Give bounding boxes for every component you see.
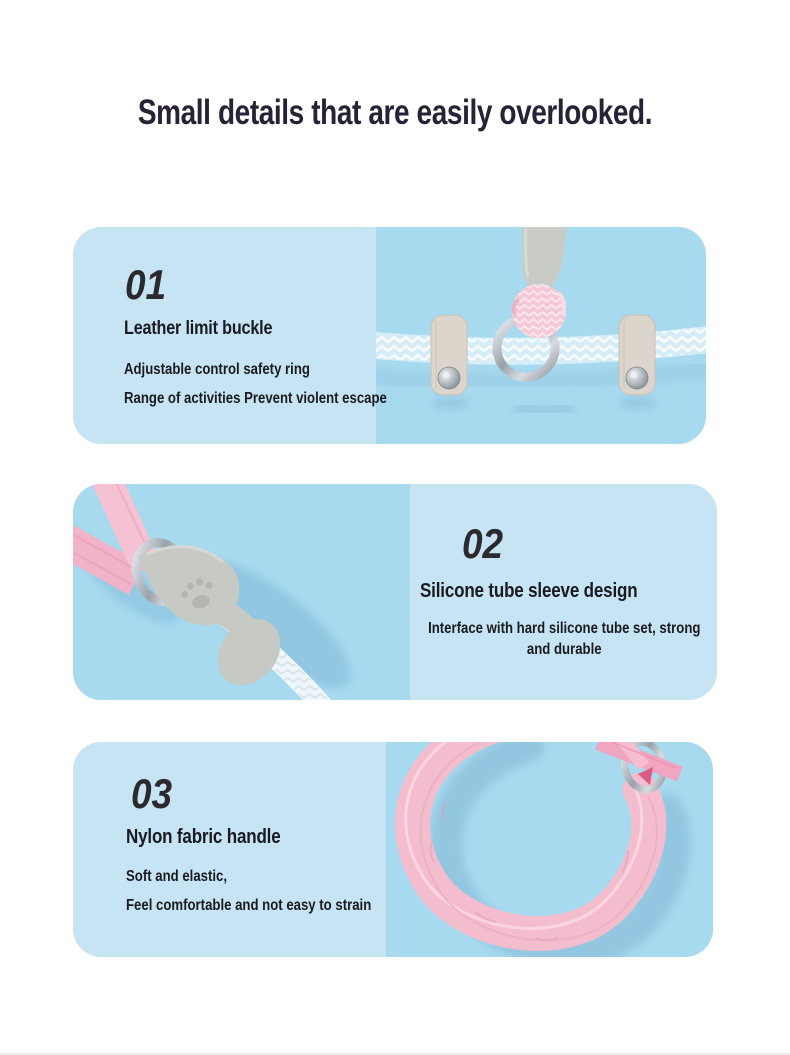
feature-03-line-2: Feel comfortable and not easy to strain [126, 896, 372, 914]
feature-card-silicone-sleeve [73, 484, 717, 700]
pink-rope-knot [512, 284, 566, 338]
feature-02-heading: Silicone tube sleeve design [420, 580, 638, 603]
feature-03-heading: Nylon fabric handle [126, 826, 281, 849]
feature-03-line-1: Soft and elastic, [126, 868, 228, 886]
feature-02-number: 02 [462, 520, 504, 567]
page-title: Small details that are easily overlooked. [137, 93, 653, 132]
feature-02-line-1: Interface with hard silicone tube set, strong and durable [428, 620, 701, 658]
leather-limit-buckle-left [431, 315, 467, 395]
feature-03-text [73, 742, 386, 957]
leather-limit-buckle-right [619, 315, 655, 395]
feature-01-line-1: Adjustable control safety ring [124, 360, 310, 378]
feature-03-number: 03 [131, 770, 173, 817]
limit-buckle-photo [376, 227, 706, 444]
blue-rope [376, 339, 706, 351]
silicone-sleeve-photo [73, 484, 410, 700]
feature-01-number: 01 [125, 261, 167, 308]
feature-02-text [410, 484, 717, 700]
rivet-right [626, 367, 648, 389]
feature-01-heading: Leather limit buckle [124, 318, 273, 340]
feature-01-text [73, 227, 387, 444]
rivet-left [438, 367, 460, 389]
feature-card-limit-buckle [73, 227, 706, 444]
fabric-handle-photo [386, 742, 713, 957]
feature-01-line-2: Range of activities Prevent violent escape [124, 389, 387, 407]
feature-card-fabric-handle [73, 742, 713, 957]
